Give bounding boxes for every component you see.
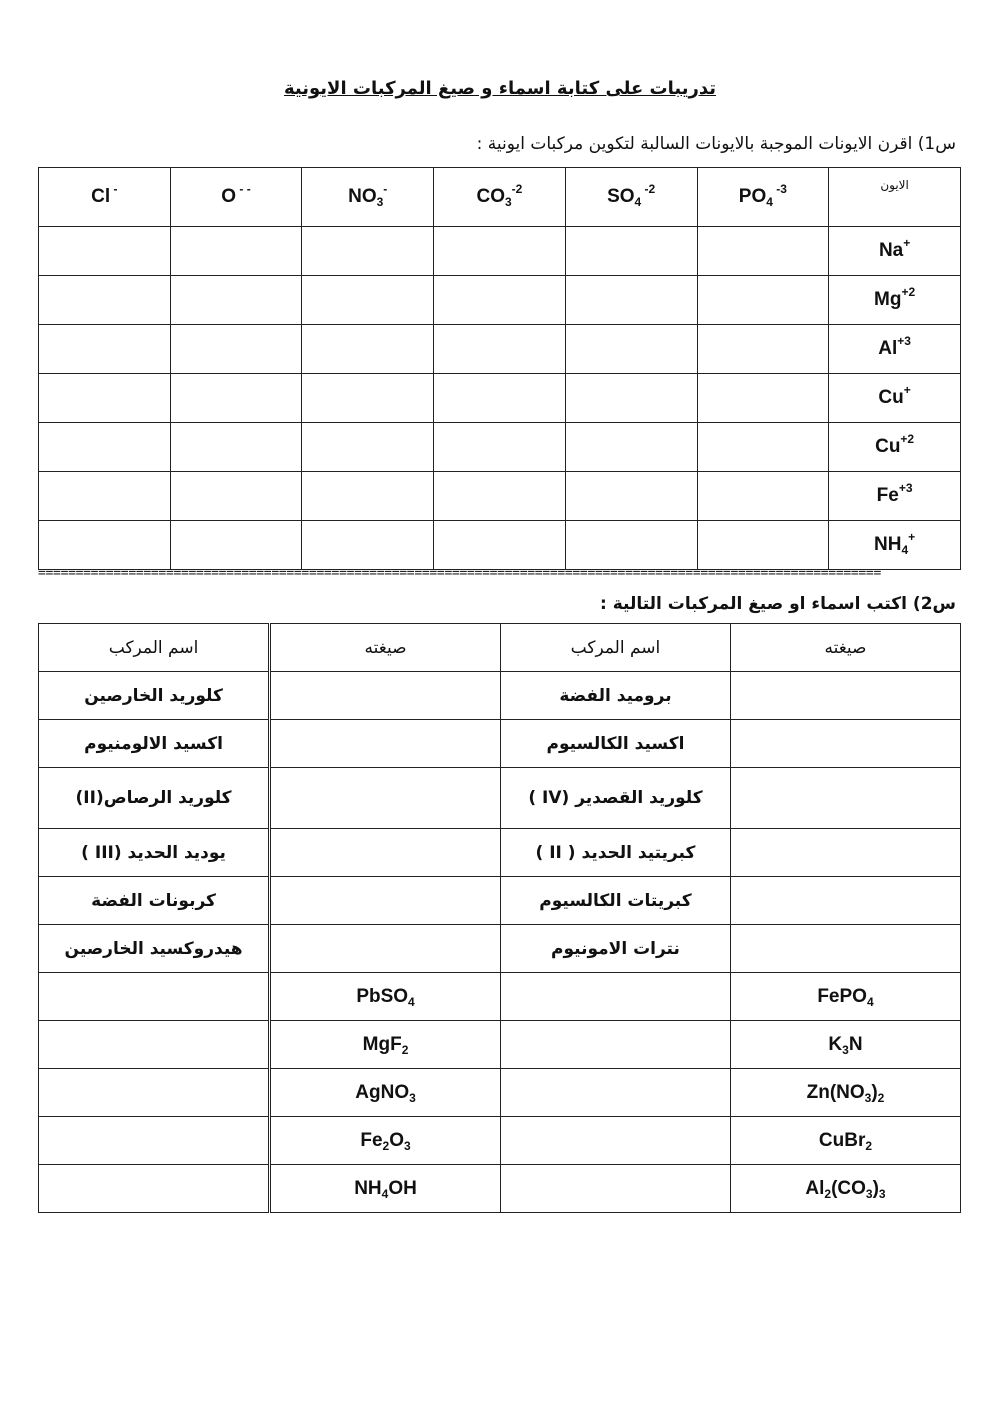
compound-name-cell: كلوريد القصدير (IV ) (500, 768, 730, 829)
compound-name-cell: كربونات الفضة (39, 877, 270, 925)
answer-cell[interactable] (697, 374, 829, 423)
ion-symbol: Fe (876, 485, 899, 506)
compound-formula-cell (730, 1069, 960, 1117)
formula-row (39, 1117, 961, 1165)
answer-cell[interactable] (565, 227, 697, 276)
ion-subscript: 3 (376, 195, 384, 209)
cation-row (39, 276, 961, 325)
formula-subscript: 3 (409, 1090, 416, 1105)
formula-answer-cell[interactable] (270, 720, 501, 768)
answer-cell[interactable] (697, 325, 829, 374)
compound-name-cell: اكسيد الالومنيوم (39, 720, 270, 768)
compound-formula-cell (730, 973, 960, 1021)
answer-cell[interactable] (39, 521, 171, 570)
compound-name-cell: كلوريد الخارصين (39, 672, 270, 720)
name-answer-cell[interactable] (39, 1069, 270, 1117)
anion-header-cell (39, 168, 171, 227)
name-row (39, 720, 961, 768)
answer-cell[interactable] (302, 374, 434, 423)
formula-answer-cell[interactable] (270, 829, 501, 877)
formula-answer-cell[interactable] (730, 720, 960, 768)
name-row (39, 768, 961, 829)
cation-row (39, 472, 961, 521)
formula-row (39, 1021, 961, 1069)
formula-part: K (828, 1033, 843, 1055)
anion-header-cell (302, 168, 434, 227)
ion-symbol: PO (738, 186, 767, 207)
answer-cell[interactable] (697, 423, 829, 472)
formula-answer-cell[interactable] (270, 768, 501, 829)
formula-part: ) (871, 1081, 878, 1103)
cation-label-cell (829, 521, 961, 570)
formula-subscript: 2 (877, 1090, 885, 1105)
anion-header-cell (697, 168, 829, 227)
compound-header-row (39, 624, 961, 672)
ion-charge: -2 (511, 182, 523, 196)
name-answer-cell[interactable] (500, 1117, 730, 1165)
formula-part: Al (805, 1177, 825, 1199)
answer-cell[interactable] (39, 276, 171, 325)
title-text: تدريبات على كتابة اسماء و صيغ المركبات الايونية (283, 78, 717, 99)
answer-cell[interactable] (170, 276, 302, 325)
answer-cell[interactable] (434, 374, 566, 423)
formula-part: MgF (362, 1033, 402, 1055)
name-row (39, 877, 961, 925)
formula-part: PbSO (356, 985, 409, 1007)
cation-label-cell (829, 472, 961, 521)
formula-part: N (848, 1033, 863, 1055)
name-answer-cell[interactable] (500, 1021, 730, 1069)
ion-symbol: O (221, 186, 237, 207)
answer-cell[interactable] (170, 521, 302, 570)
answer-cell[interactable] (302, 423, 434, 472)
answer-cell[interactable] (302, 521, 434, 570)
name-answer-cell[interactable] (39, 1021, 270, 1069)
answer-cell[interactable] (434, 423, 566, 472)
cation-label-cell (829, 325, 961, 374)
cation-row (39, 521, 961, 570)
formula-subscript: 3 (878, 1186, 886, 1201)
formula-subscript: 3 (842, 1042, 849, 1057)
answer-cell[interactable] (434, 227, 566, 276)
name-row (39, 672, 961, 720)
ion-symbol: Cl (91, 186, 111, 207)
ion-charge: + (903, 236, 911, 250)
ion-pairing-table (38, 167, 961, 570)
answer-cell[interactable] (302, 227, 434, 276)
answer-cell[interactable] (434, 325, 566, 374)
ion-charge: - (110, 182, 118, 196)
formula-row (39, 1165, 961, 1213)
ion-subscript: 4 (901, 543, 909, 557)
answer-cell[interactable] (39, 472, 171, 521)
compound-formula-cell (270, 973, 501, 1021)
answer-cell[interactable] (39, 325, 171, 374)
formula-subscript: 4 (408, 994, 415, 1009)
ion-charge: - (383, 182, 388, 196)
formula-part: Fe (360, 1129, 383, 1151)
ion-symbol: NO (348, 186, 377, 207)
formula-part: ) (872, 1177, 879, 1199)
cation-label-cell (829, 227, 961, 276)
formula-subscript: 4 (866, 994, 874, 1009)
cation-label-cell (829, 423, 961, 472)
formula-answer-cell[interactable] (270, 877, 501, 925)
answer-cell[interactable] (170, 325, 302, 374)
answer-cell[interactable] (39, 227, 171, 276)
name-answer-cell[interactable] (500, 1165, 730, 1213)
ion-symbol: NH (874, 534, 902, 555)
name-answer-cell[interactable] (39, 1117, 270, 1165)
answer-cell[interactable] (39, 423, 171, 472)
answer-cell[interactable] (39, 374, 171, 423)
name-answer-cell[interactable] (39, 1165, 270, 1213)
answer-cell[interactable] (302, 472, 434, 521)
ion-subscript: 3 (504, 195, 512, 209)
answer-cell[interactable] (565, 423, 697, 472)
compound-formula-cell (270, 1021, 501, 1069)
formula-part: OH (388, 1177, 417, 1199)
answer-cell[interactable] (170, 374, 302, 423)
answer-cell[interactable] (565, 374, 697, 423)
ion-symbol: Cu (875, 436, 901, 457)
anion-header-cell (565, 168, 697, 227)
compound-name-cell: كبريتيد الحديد ( II ) (500, 829, 730, 877)
formula-subscript: 3 (864, 1090, 872, 1105)
compound-name-cell: نترات الامونيوم (500, 925, 730, 973)
anion-header-cell (170, 168, 302, 227)
cation-row (39, 325, 961, 374)
cation-label-cell (829, 374, 961, 423)
formula-subscript: 2 (865, 1138, 873, 1153)
answer-cell[interactable] (565, 276, 697, 325)
formula-answer-cell[interactable] (730, 925, 960, 973)
anion-header-row (39, 168, 961, 227)
compound-formula-cell (730, 1117, 960, 1165)
ion-symbol: Al (878, 338, 898, 359)
question-1-prompt: س1) اقرن الايونات الموجبة بالايونات السالبة لتكوين مركبات ايونية : (476, 134, 956, 154)
compound-name-cell: اكسيد الكالسيوم (500, 720, 730, 768)
formula-answer-cell[interactable] (270, 672, 501, 720)
cation-row (39, 374, 961, 423)
question-2-prompt: س2) اكتب اسماء او صيغ المركبات التالية : (600, 594, 956, 614)
ion-symbol: Cu (878, 387, 904, 408)
compound-name-cell: بروميد الفضة (500, 672, 730, 720)
answer-cell[interactable] (302, 276, 434, 325)
formula-part: FePO (817, 985, 867, 1007)
answer-cell[interactable] (434, 521, 566, 570)
formula-row (39, 973, 961, 1021)
anion-header-cell (434, 168, 566, 227)
formula-part: Zn(NO (806, 1081, 865, 1103)
compound-formula-cell (730, 1021, 960, 1069)
answer-cell[interactable] (697, 227, 829, 276)
compound-name-cell: كبريتات الكالسيوم (500, 877, 730, 925)
compound-name-cell: يوديد الحديد (III ) (39, 829, 270, 877)
answer-cell[interactable] (565, 472, 697, 521)
compound-formula-cell (270, 1117, 501, 1165)
name-row (39, 925, 961, 973)
ion-charge: + (903, 383, 911, 397)
answer-cell[interactable] (434, 472, 566, 521)
header-name: اسم المركب (39, 624, 270, 672)
formula-subscript: 2 (382, 1138, 390, 1153)
name-answer-cell[interactable] (39, 973, 270, 1021)
answer-cell[interactable] (697, 521, 829, 570)
ion-charge: +2 (900, 432, 915, 446)
formula-subscript: 2 (824, 1186, 832, 1201)
cation-row (39, 227, 961, 276)
cation-label-cell (829, 276, 961, 325)
formula-answer-cell[interactable] (730, 672, 960, 720)
compound-formula-cell (730, 1165, 960, 1213)
answer-cell[interactable] (170, 423, 302, 472)
formula-subscript: 2 (401, 1042, 409, 1057)
formula-answer-cell[interactable] (270, 925, 501, 973)
ion-symbol: SO (607, 186, 635, 207)
formula-part: CuBr (818, 1129, 866, 1151)
corner-header-label: الايون (829, 168, 961, 227)
ion-symbol: CO (476, 186, 505, 207)
formula-answer-cell[interactable] (730, 829, 960, 877)
answer-cell[interactable] (697, 472, 829, 521)
compound-formula-cell (270, 1165, 501, 1213)
formula-part: O (389, 1129, 405, 1151)
formula-part: NH (354, 1177, 382, 1199)
formula-part: AgNO (355, 1081, 410, 1103)
formula-row (39, 1069, 961, 1117)
formula-subscript: 3 (404, 1138, 411, 1153)
ion-subscript: 4 (766, 195, 773, 209)
name-row (39, 829, 961, 877)
compound-name-cell: هيدروكسيد الخارصين (39, 925, 270, 973)
ion-charge: - - (236, 182, 251, 196)
ion-charge: +2 (901, 285, 916, 299)
answer-cell[interactable] (302, 325, 434, 374)
header-formula: صيغته (730, 624, 960, 672)
ion-charge: + (908, 530, 916, 544)
header-name: اسم المركب (500, 624, 730, 672)
ion-symbol: Mg (874, 289, 902, 310)
header-formula: صيغته (270, 624, 501, 672)
answer-cell[interactable] (565, 521, 697, 570)
formula-part: (CO (831, 1177, 866, 1199)
name-answer-cell[interactable] (500, 973, 730, 1021)
answer-cell[interactable] (565, 325, 697, 374)
answer-cell[interactable] (697, 276, 829, 325)
compound-formula-cell (270, 1069, 501, 1117)
ion-charge: -3 (772, 182, 787, 196)
separator-line: ================================================================================================================ (38, 566, 881, 581)
formula-answer-cell[interactable] (730, 877, 960, 925)
ion-charge: +3 (897, 334, 911, 348)
formula-answer-cell[interactable] (730, 768, 960, 829)
ion-symbol: Na (878, 240, 904, 261)
ion-charge: -2 (641, 182, 656, 196)
worksheet-title (0, 78, 1000, 99)
ion-charge: +3 (898, 481, 913, 495)
cation-row (39, 423, 961, 472)
compound-names-table (38, 623, 961, 1213)
ion-subscript: 4 (634, 195, 642, 209)
formula-subscript: 4 (381, 1186, 389, 1201)
formula-subscript: 3 (865, 1186, 873, 1201)
name-answer-cell[interactable] (500, 1069, 730, 1117)
compound-name-cell: كلوريد الرصاص(II) (39, 768, 270, 829)
answer-cell[interactable] (170, 227, 302, 276)
answer-cell[interactable] (434, 276, 566, 325)
answer-cell[interactable] (170, 472, 302, 521)
